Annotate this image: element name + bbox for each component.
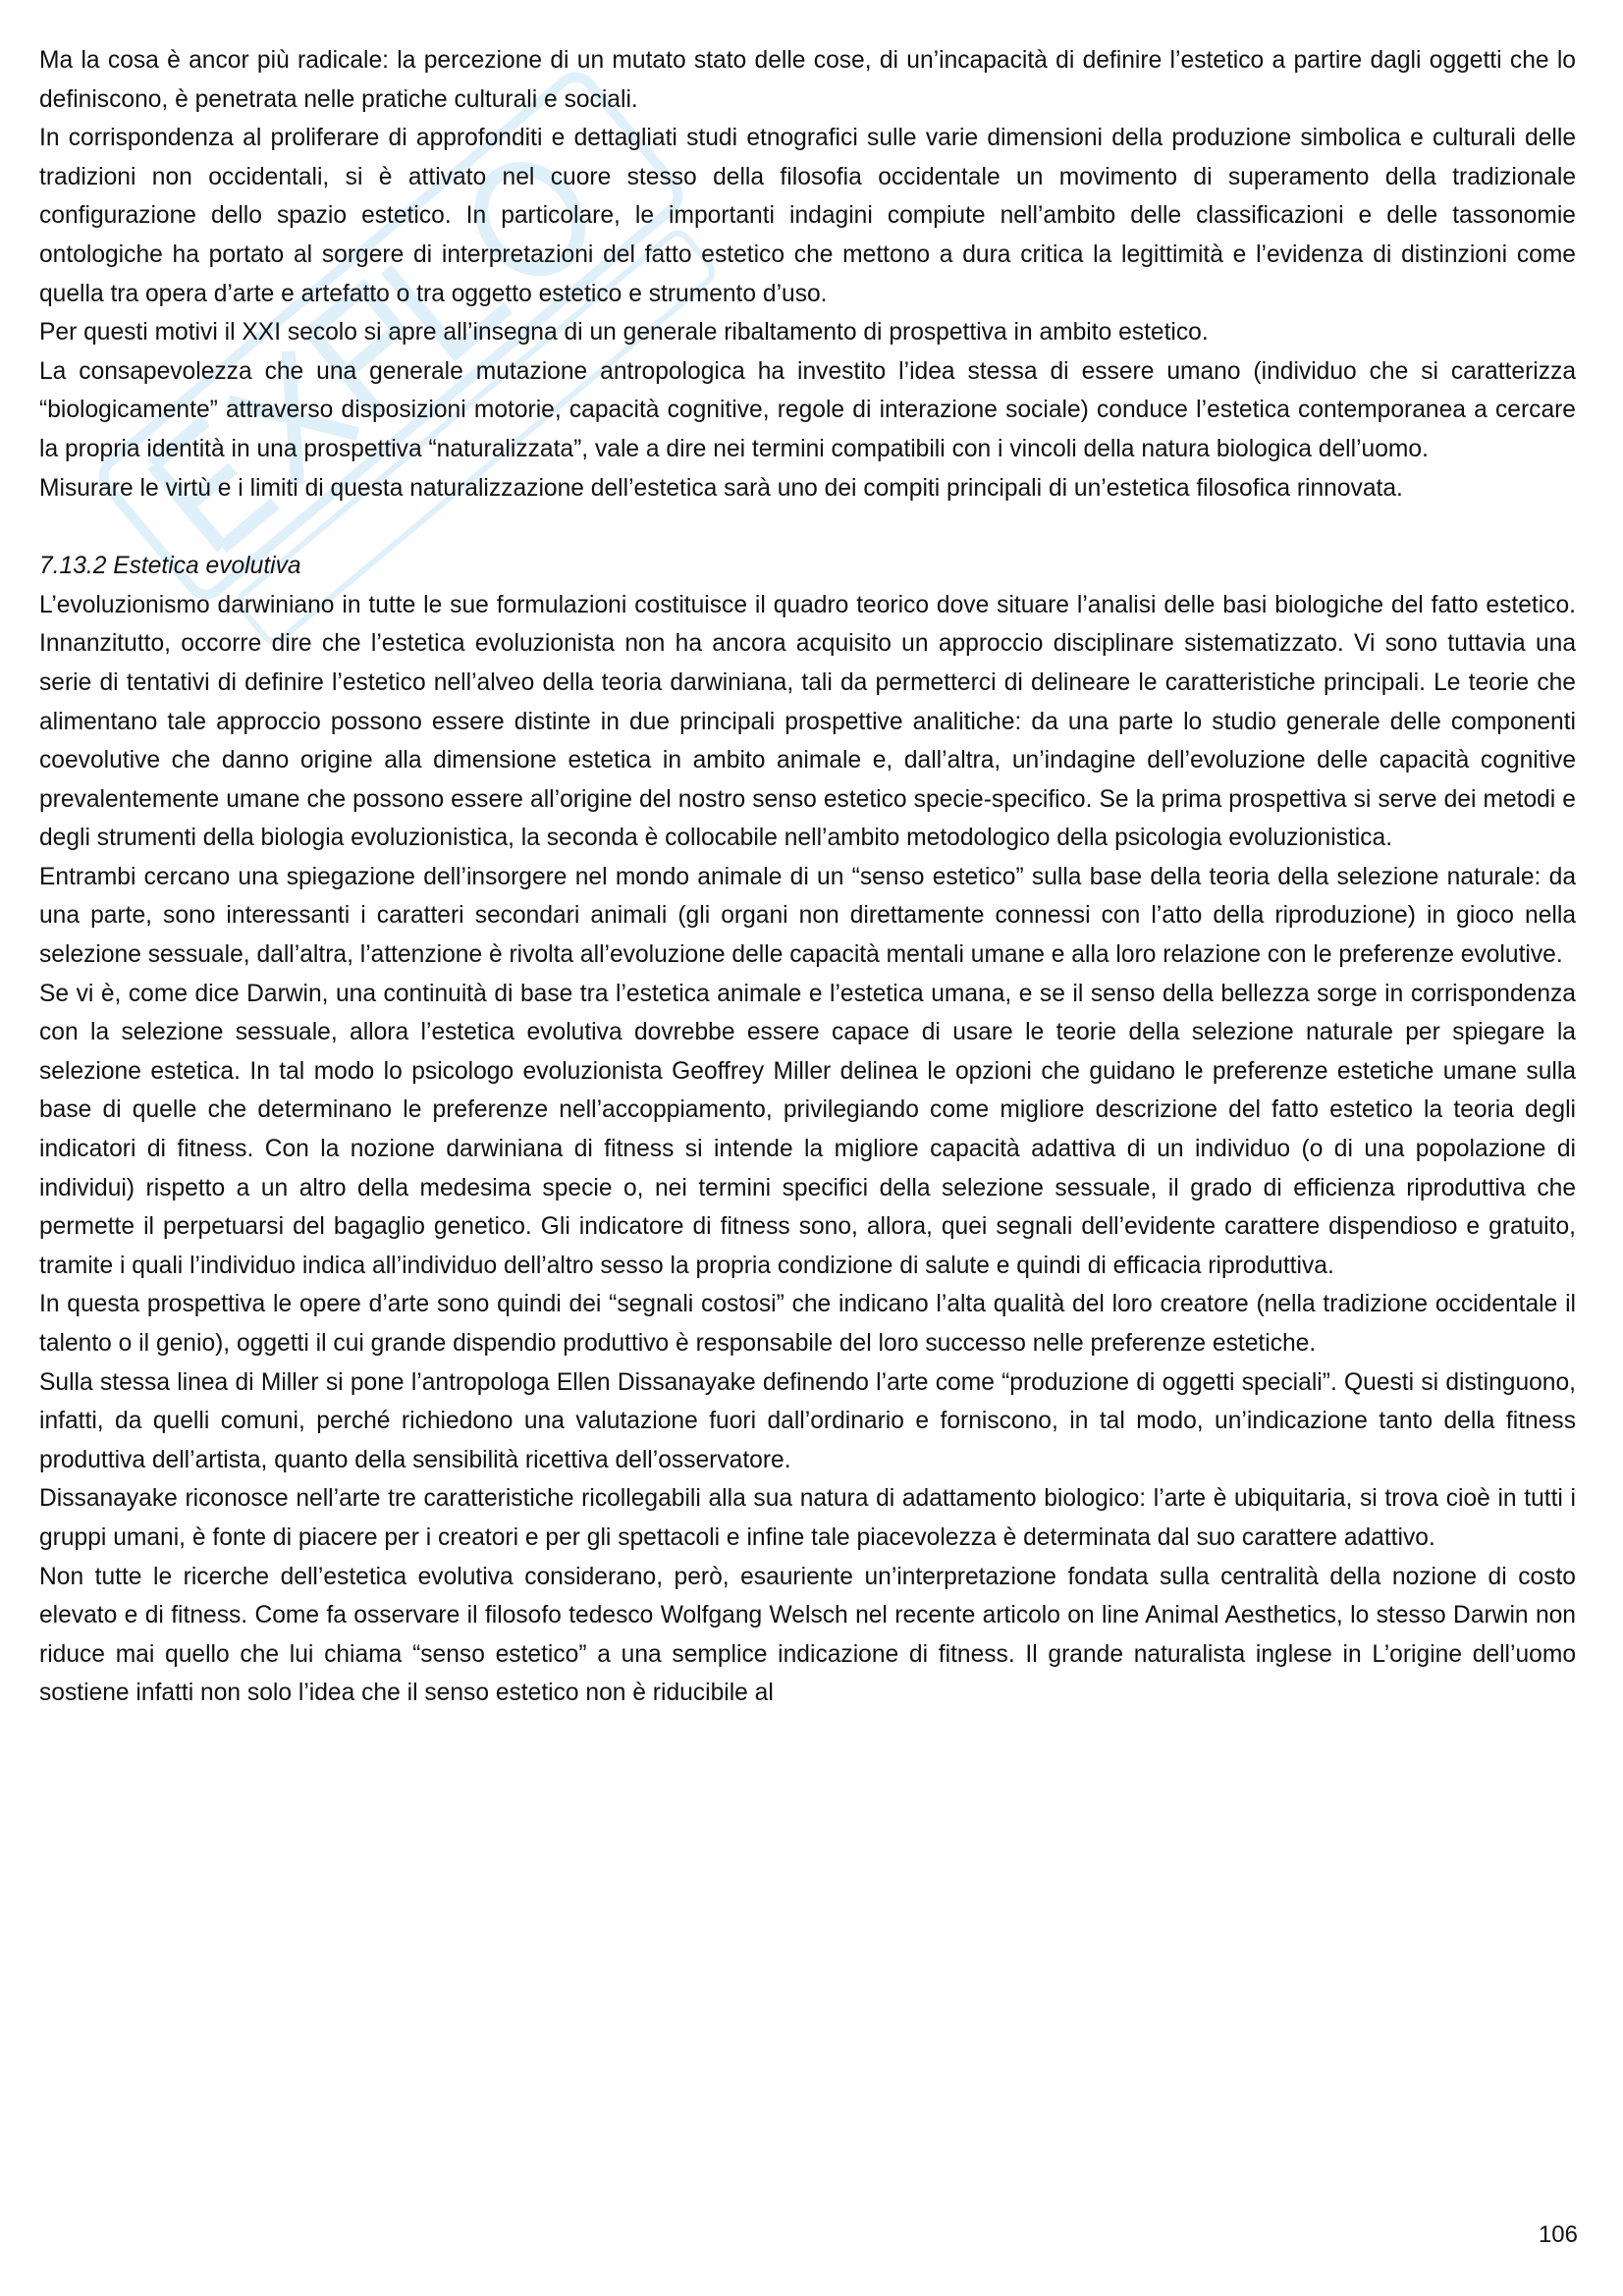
section-heading: 7.13.2 Estetica evolutiva — [39, 553, 301, 580]
paragraph: L’evoluzionismo darwiniano in tutte le sue formulazioni costituisce il quadro teorico dove situare l’analisi delle basi biologiche del fatto estetico. Innanzitutto, occorre dire che l’estetica evoluzionista non ha ancora acquisito un approccio disciplinare sistematizzato. Vi sono tuttavia una serie di tentativi di definire l’estetico nell’alveo della teoria darwiniana, tali da permetterci di delineare le caratteristiche principali. Le teorie che alimentano tale approccio possono essere distinte in due principali prospettive analitiche: da una parte lo studio generale delle componenti coevolutive che danno origine alla dimensione estetica in ambito animale e, dall’altra, un’indagine dell’evoluzione delle capacità cognitive prevalentemente umane che possono essere all’origine del nostro senso estetico specie-specifico. Se la prima prospettiva si serve dei metodi e degli strumenti della biologia evoluzionistica, la seconda è collocabile nell’ambito metodologico della psicologia evoluzionistica. — [39, 591, 1576, 852]
paragraph: In questa prospettiva le opere d’arte sono quindi dei “segnali costosi” che indicano l’alta qualità del loro creatore (nella tradizione occidentale il talento o il genio), oggetti il cui grande dispendio produttivo è responsabile del loro successo nelle preferenze estetiche. — [39, 1291, 1576, 1357]
document-body — [39, 41, 1576, 1713]
paragraph: Dissanayake riconosce nell’arte tre caratteristiche ricollegabili alla sua natura di adattamento biologico: l’arte è ubiquitaria, si trova cioè in tutti i gruppi umani, è fonte di piacere per i creatori e per gli spettacoli e infine tale piacevolezza è determinata dal suo carattere adattivo. — [39, 1485, 1576, 1551]
paragraph: Ma la cosa è ancor più radicale: la percezione di un mutato stato delle cose, di un’incapacità di definire l’estetico a partire dagli oggetti che lo definiscono, è penetrata nelle pratiche culturali e sociali. — [39, 47, 1576, 113]
paragraph: Se vi è, come dice Darwin, una continuità di base tra l’estetica animale e l’estetica umana, e se il senso della bellezza sorge in corrispondenza con la selezione sessuale, allora l’estetica evolutiva dovrebbe essere capace di usare le teorie della selezione naturale per spiegare la selezione estetica. In tal modo lo psicologo evoluzionista Geoffrey Miller delinea le opzioni che guidano le preferenze estetiche umane sulla base di quelle che determinano le preferenze nell’accoppiamento, privilegiando come migliore descrizione del fatto estetico la teoria degli indicatori di fitness. Con la nozione darwiniana di fitness si intende la migliore capacità adattiva di un individuo (o di una popolazione di individui) rispetto a un altro della medesima specie o, nei termini specifici della selezione sessuale, il grado di efficienza riproduttiva che permette il perpetuarsi del bagaglio genetico. Gli indicatore di fitness sono, allora, quei segnali dell’evidente carattere dispendioso e gratuito, tramite i quali l’individuo indica all’individuo dell’altro sesso la propria condizione di salute e quindi di efficacia riproduttiva. — [39, 980, 1576, 1279]
paragraph: La consapevolezza che una generale mutazione antropologica ha investito l’idea stessa di essere umano (individuo che si caratterizza “biologicamente” attraverso disposizioni motorie, capacità cognitive, regole di interazione sociale) conduce l’estetica contemporanea a cercare la propria identità in una prospettiva “naturalizzata”, vale a dire nei termini compatibili con i vincoli della natura biologica dell’uomo. — [39, 357, 1576, 462]
section-spacer — [39, 507, 1576, 547]
paragraph: Misurare le virtù e i limiti di questa naturalizzazione dell’estetica sarà uno dei compiti principali di un’estetica filosofica rinnovata. — [39, 474, 1403, 502]
paragraph: Entrambi cercano una spiegazione dell’insorgere nel mondo animale di un “senso estetico” sulla base della teoria della selezione naturale: da una parte, sono interessanti i caratteri secondari animali (gli organi non direttamente connessi con l’atto della riproduzione) in gioco nella selezione sessuale, dall’altra, l’attenzione è rivolta all’evoluzione delle capacità mentali umane e alla loro relazione con le preferenze evolutive. — [39, 863, 1576, 969]
paragraph: Sulla stessa linea di Miller si pone l’antropologa Ellen Dissanayake definendo l’arte come “produzione di oggetti speciali”. Questi si distinguono, infatti, da quelli comuni, perché richiedono una valutazione fuori dall’ordinario e forniscono, in tal modo, un’indicazione tanto della fitness produttiva dell’artista, quanto della sensibilità ricettiva dell’osservatore. — [39, 1368, 1576, 1473]
paragraph: Non tutte le ricerche dell’estetica evolutiva considerano, però, esauriente un’interpretazione fondata sulla centralità della nozione di costo elevato e di fitness. Come fa osservare il filosofo tedesco Wolfgang Welsch nel recente articolo on line Animal Aesthetics, lo stesso Darwin non riduce mai quello che lui chiama “senso estetico” a una semplice indicazione di fitness. Il grande naturalista inglese in L’origine dell’uomo sostiene infatti non solo l’idea che il senso estetico non è riducibile al — [39, 1563, 1576, 1707]
page-number: 106 — [1538, 2221, 1578, 2248]
paragraph: In corrispondenza al proliferare di approfonditi e dettagliati studi etnografici sulle varie dimensioni della produzione simbolica e culturali delle tradizioni non occidentali, si è attivato nel cuore stesso della filosofia occidentale un movimento di superamento della tradizionale configurazione dello spazio estetico. In particolare, le importanti indagini compiute nell’ambito delle classificazioni e delle tassonomie ontologiche ha portato al sorgere di interpretazioni del fatto estetico che mettono a dura critica la legittimità e l’evidenza di distinzioni come quella tra opera d’arte e artefatto o tra oggetto estetico e strumento d’uso. — [39, 125, 1576, 307]
paragraph: Per questi motivi il XXI secolo si apre all’insegna di un generale ribaltamento di prospettiva in ambito estetico. — [39, 319, 1209, 347]
